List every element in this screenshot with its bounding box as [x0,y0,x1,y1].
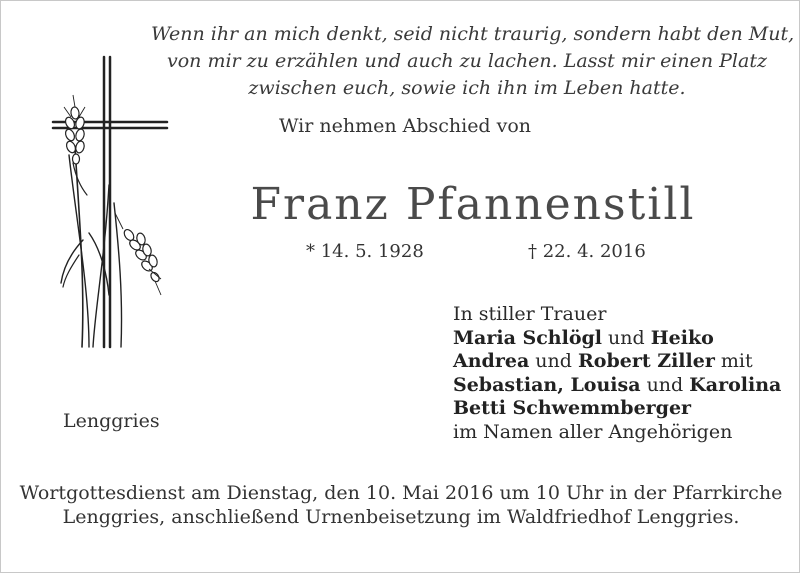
poem-line: Wenn ihr an mich denkt, seid nicht traurig, sondern habt den Mut, [151,23,795,45]
joiner-text: und [602,326,651,349]
mourner-name: Andrea [453,350,530,372]
service-notice [11,481,791,529]
poem-line: zwischen euch, sowie ich ihn im Leben hatte. [248,77,686,99]
mourner-name: Karolina [689,373,782,396]
mourners-closing: im Namen aller Angehörigen [453,420,733,443]
mourners-line [453,374,793,398]
mourner-name: Maria Schlögl [453,326,602,349]
poem-line: von mir zu erzählen und auch zu lachen. Lasst mir einen Platz [167,50,767,72]
mourner-name: Heiko [650,326,714,349]
memorial-poem [151,21,795,102]
service-line: Lenggries, anschließend Urnenbeisetzung im Waldfriedhof Lenggries. [62,506,740,528]
mourners-line [453,327,793,351]
joiner-text: und [640,373,690,396]
farewell-intro: Wir nehmen Abschied von [278,115,532,137]
mourners-heading: In stiller Trauer [453,303,607,325]
joiner-text: mit [714,350,753,372]
mourner-name: Robert Ziller [577,350,715,372]
deceased-name: Franz Pfannenstill [250,179,696,230]
mourners-line [453,350,793,374]
death-date: † 22. 4. 2016 [528,241,646,262]
mourner-name: Sebastian, Louisa [453,373,641,396]
mourners-line [453,397,793,421]
joiner-text: und [529,350,578,372]
service-line: Wortgottesdienst am Dienstag, den 10. Mai 2016 um 10 Uhr in der Pfarrkirche [19,482,783,504]
birth-date: * 14. 5. 1928 [306,241,424,262]
mourner-name: Betti Schwemmberger [453,397,692,419]
place-name: Lenggries [63,410,160,432]
mourners-block [453,303,793,444]
